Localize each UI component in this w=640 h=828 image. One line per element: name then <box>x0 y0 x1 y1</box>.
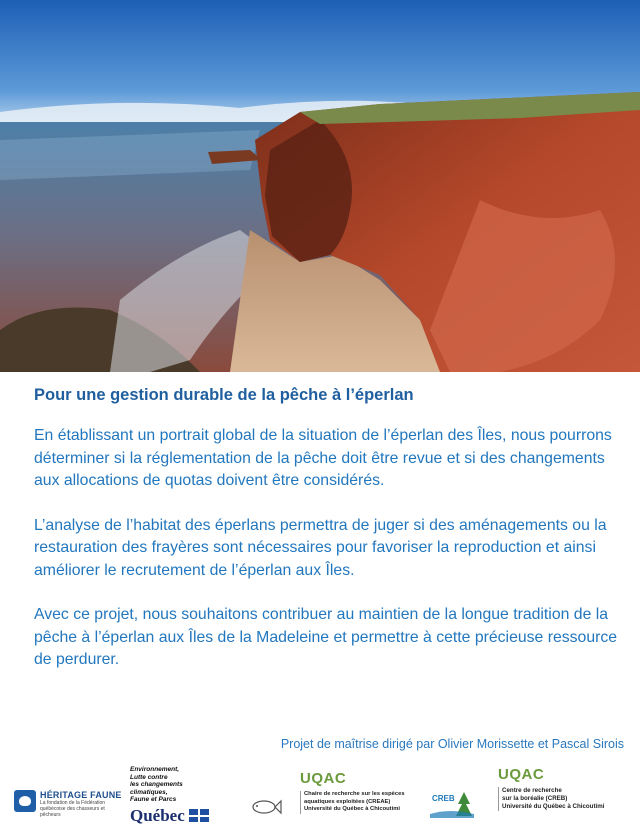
creae-line-1: Chaire de recherche sur les espèces <box>304 791 405 797</box>
fish-icon <box>250 796 282 818</box>
ministry-line-4: climatiques, <box>130 788 168 796</box>
paw-icon <box>14 790 36 812</box>
quebec-logo <box>130 766 240 826</box>
uqac-wordmark: UQAC <box>300 770 347 787</box>
quebec-flag-icon <box>189 809 209 822</box>
article-body <box>34 386 626 694</box>
heritage-faune-logo <box>14 790 122 818</box>
paragraph-3: Avec ce projet, nous souhaitons contribuer au maintien de la longue tradition de la pêche à l’éperlan aux Îles de la Madeleine et permettre à cette précieuse ressource de perdurer. <box>34 606 618 668</box>
uqac-creae-logo <box>300 770 435 814</box>
project-credit: Projet de maîtrise dirigé par Olivier Morissette et Pascal Sirois <box>280 737 624 751</box>
ministry-line-1: Environnement, <box>130 766 180 773</box>
heritage-faune-name: HÉRITAGE FAUNE <box>40 790 122 800</box>
creae-line-3: Université du Québec à Chicoutimi <box>304 806 400 812</box>
paragraph-1: En établissant un portrait global de la situation de l’éperlan des Îles, nous pourrons déterminer si la réglementation de la pêche doit être revue et si des changements aux allocations de quotas doivent être considérés. <box>34 427 612 489</box>
partner-logos <box>0 760 640 828</box>
ministry-line-5: Faune et Parcs <box>130 796 177 803</box>
quebec-word: Québec <box>130 805 185 825</box>
hero-photo <box>0 0 640 372</box>
creb-tree-logo <box>430 790 474 820</box>
creae-line-2: aquatiques exploitées (CREAE) <box>304 798 391 805</box>
creb-line-3: Université du Québec à Chicoutimi <box>502 803 605 810</box>
ministry-line-3: les changements <box>130 781 183 788</box>
article-title: Pour une gestion durable de la pêche à l’éperlan <box>34 386 414 404</box>
quebec-wordmark <box>130 806 240 826</box>
paragraph-2: L’analyse de l’habitat des éperlans permettra de juger si des aménagements ou la restauration des frayères sont nécessaires pour favoriser la reproduction et ainsi améliorer le recrutement de l’éperlan aux Îles. <box>34 516 607 579</box>
creb-line-1: Centre de recherche <box>502 787 562 794</box>
creb-line-2: sur la boréalie (CREB) <box>502 795 568 802</box>
ministry-line-2: Lutte contre <box>130 773 168 781</box>
uqac-creb-logo <box>498 766 638 811</box>
creb-mark-text: CREB <box>432 794 455 803</box>
uqac-wordmark-2: UQAC <box>498 766 545 783</box>
heritage-faune-sub: La fondation de la Fédération québécoise des chasseurs et pêcheurs <box>40 800 106 818</box>
coast-cliff-image <box>0 0 640 372</box>
